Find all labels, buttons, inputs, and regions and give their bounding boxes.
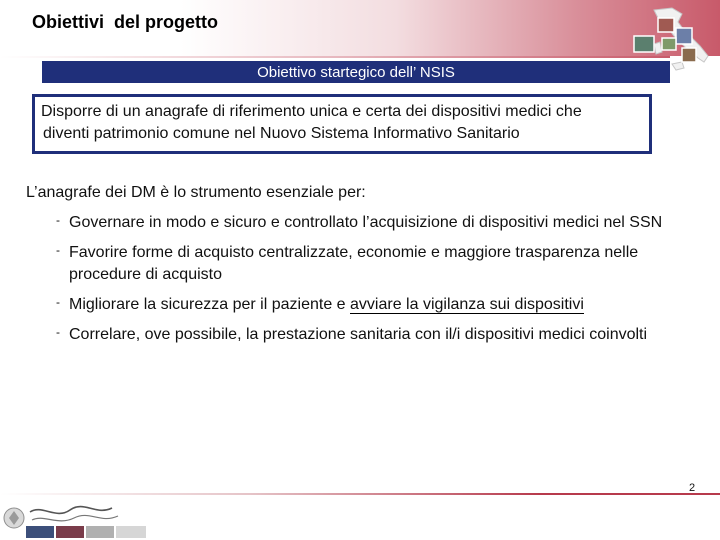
- objective-box: [32, 94, 652, 154]
- bullet-item: [56, 242, 706, 286]
- page-title: Obiettivi del progetto: [32, 12, 219, 32]
- footer-divider: [0, 493, 720, 495]
- page-number: 2: [688, 482, 696, 494]
- bullet-marker: -: [56, 213, 60, 227]
- bullet-text: Favorire forme di acquisto centralizzate, economie e maggiore trasparenza nelle procedure di acquisto: [69, 244, 639, 283]
- bullet-marker: -: [56, 243, 60, 257]
- bullet-item: [56, 324, 706, 346]
- bullet-text-underlined: avviare la vigilanza sui dispositivi: [350, 296, 584, 313]
- bullet-marker: -: [56, 295, 60, 309]
- header-divider: [0, 56, 670, 58]
- bullet-marker: -: [56, 325, 60, 339]
- bullet-item: [56, 294, 706, 316]
- bullet-text: Correlare, ove possibile, la prestazione sanitaria con il/i dispositivi medici coinvolti: [69, 326, 648, 343]
- bullet-list: [56, 212, 706, 354]
- bullet-text: Governare in modo e sicuro e controllato l’acquisizione di dispositivi medici nel SSN: [69, 214, 663, 231]
- intro-text: L’anagrafe dei DM è lo strumento esenziale per:: [26, 184, 366, 201]
- bullet-text: Migliorare la sicurezza per il paziente e: [69, 296, 351, 313]
- objective-banner: Obiettivo startegico dell’ NSIS: [42, 61, 670, 83]
- ministero-della-salute-logo-icon: [0, 498, 150, 540]
- objective-line-2: diventi patrimonio comune nel Nuovo Sistema Informativo Sanitario: [43, 125, 520, 142]
- objective-line-1: Disporre di un anagrafe di riferimento unica e certa dei dispositivi medici che: [41, 103, 582, 120]
- bullet-item: [56, 212, 706, 234]
